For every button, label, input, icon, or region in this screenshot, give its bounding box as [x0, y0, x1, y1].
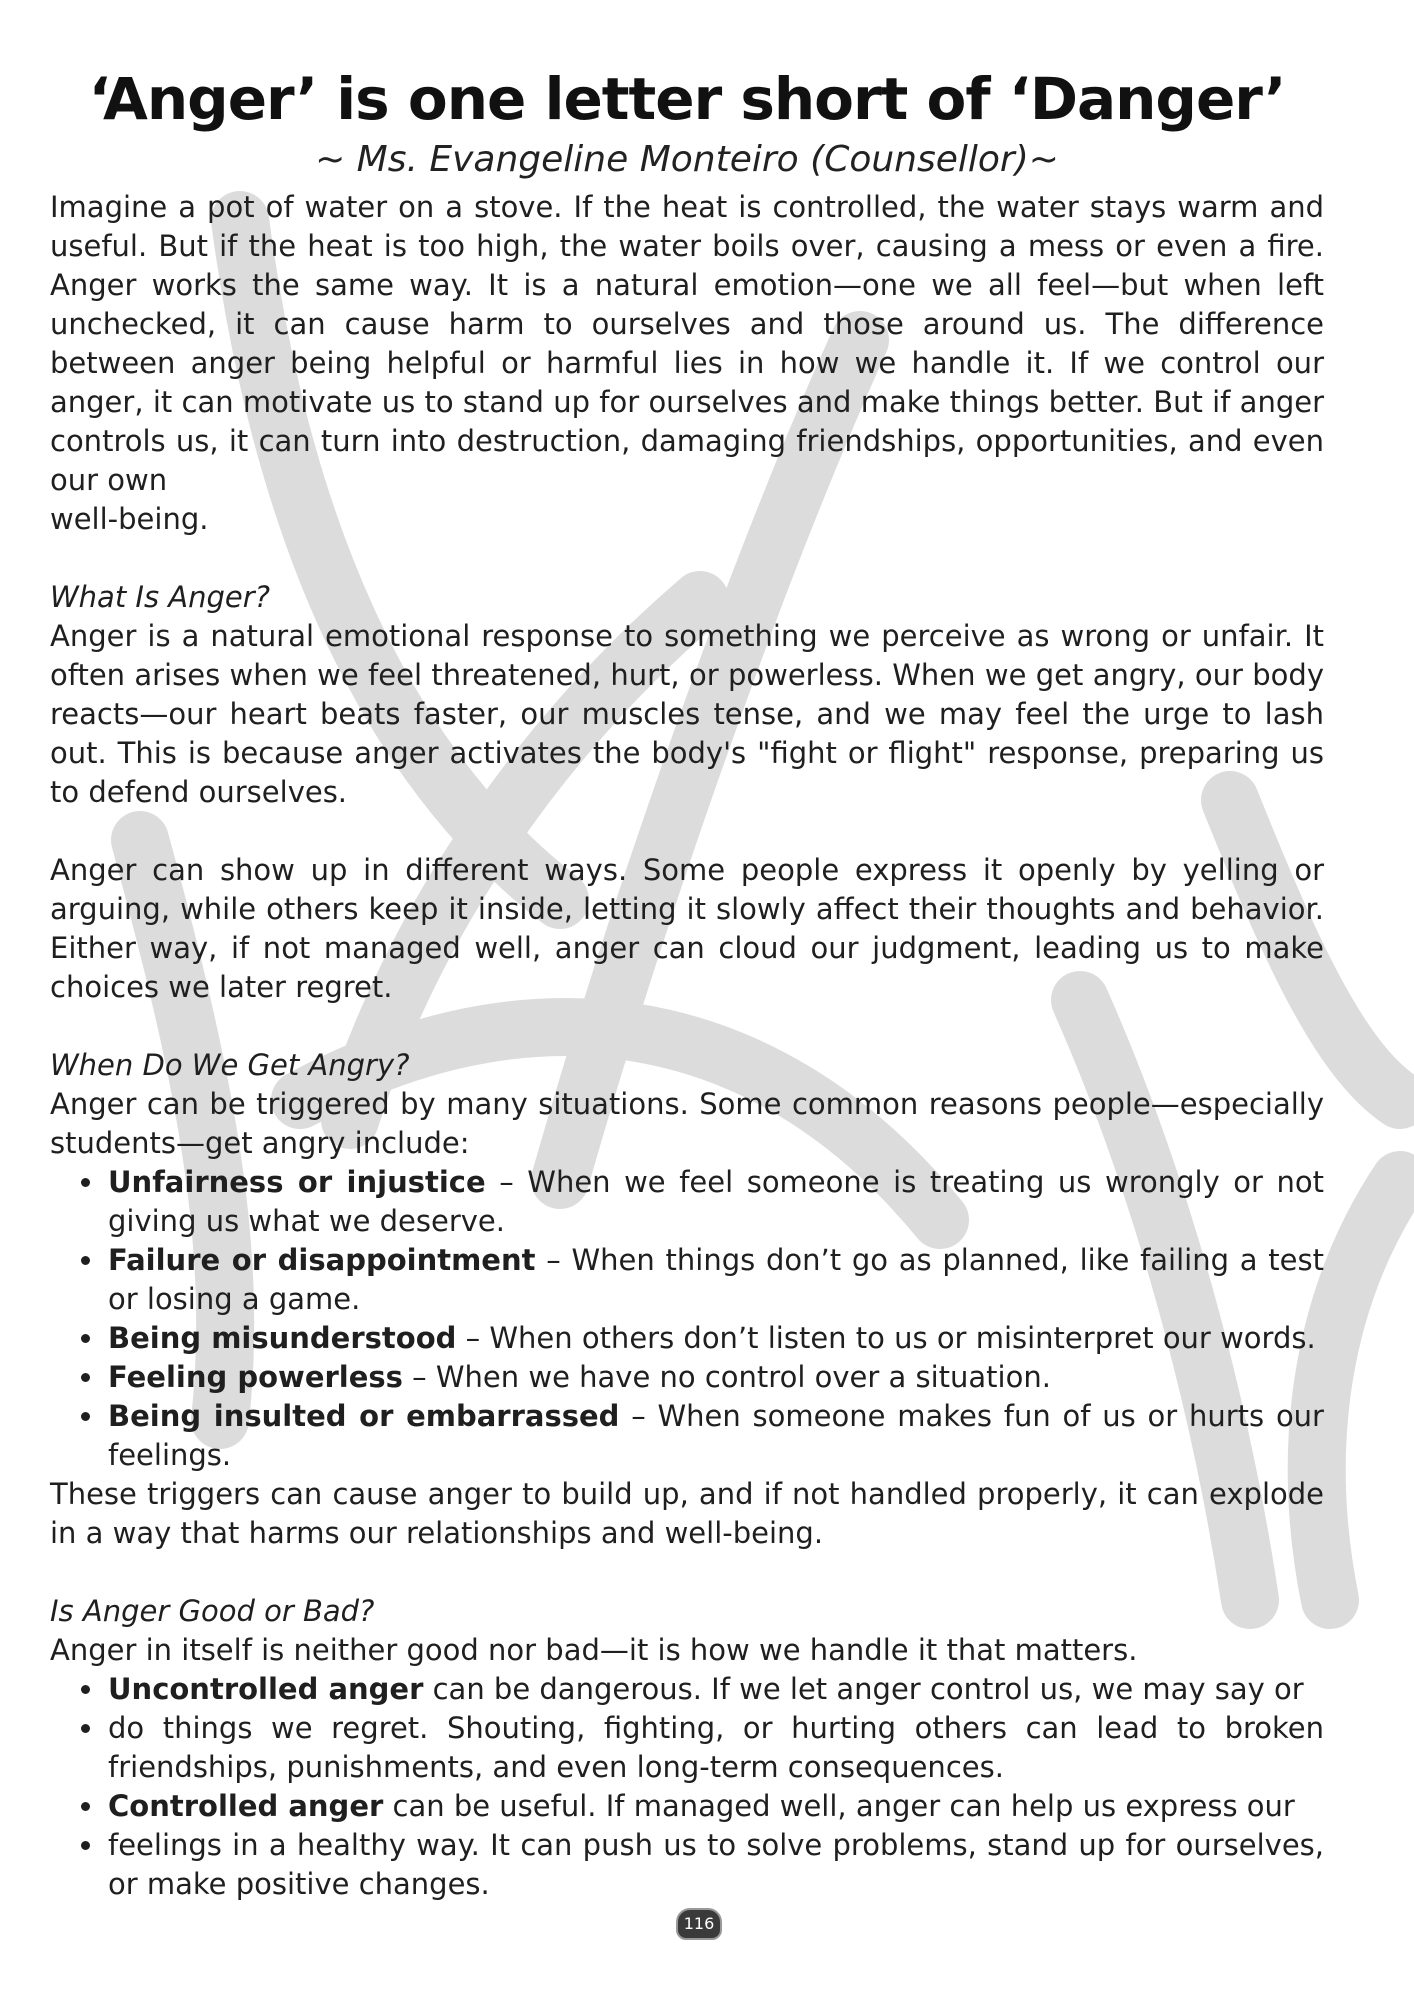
- author-byline: ~ Ms. Evangeline Monteiro (Counsellor)~: [315, 139, 1059, 180]
- page-title: ‘Anger’ is one letter short of ‘Danger’: [88, 65, 1286, 133]
- article: [50, 62, 1324, 1904]
- list-item: • feelings in a healthy way. It can push us to solve problems, stand up for ourselves, or make positive changes.: [106, 1826, 1324, 1904]
- anger-types-list: [50, 1670, 1324, 1904]
- paragraph: Anger can be triggered by many situations. Some common reasons people—especially students—get angry include:: [50, 1087, 1324, 1160]
- list-item: • Failure or disappointment – When things don’t go as planned, like failing a test or losing a game.: [106, 1241, 1324, 1319]
- list-item: • Uncontrolled anger can be dangerous. If we let anger control us, we may say or: [106, 1670, 1324, 1709]
- list-item: • do things we regret. Shouting, fighting, or hurting others can lead to broken friendships, punishments, and even long-term consequences.: [106, 1709, 1324, 1787]
- trigger-list: [50, 1163, 1324, 1475]
- page-number: [669, 1908, 729, 1948]
- list-item: • Controlled anger can be useful. If managed well, anger can help us express our: [106, 1787, 1324, 1826]
- intro-paragraph-end: well-being.: [50, 502, 209, 536]
- section-heading-good-or-bad: Is Anger Good or Bad?: [50, 1594, 375, 1628]
- list-item: • Being misunderstood – When others don’t listen to us or misinterpret our words.: [106, 1319, 1324, 1358]
- list-item: • Feeling powerless – When we have no control over a situation.: [106, 1358, 1324, 1397]
- list-item: • Being insulted or embarrassed – When someone makes fun of us or hurts our feelings.: [106, 1397, 1324, 1475]
- page-number-badge: 116: [676, 1908, 722, 1940]
- intro-paragraph: Imagine a pot of water on a stove. If the heat is controlled, the water stays warm and useful. But if the heat is too high, the water boils over, causing a mess or even a fire. Anger works the same way. It is a natural emotion—one we all feel—but when left unchecked, it can cause harm to ourselves and those around us. The difference between anger being helpful or harmful lies in how we handle it. If we control our anger, it can motivate us to stand up for ourselves and make things better. But if anger controls us, it can turn into destruction, damaging friendships, opportunities, and even our own: [50, 190, 1324, 497]
- section-heading-when-angry: When Do We Get Angry?: [50, 1048, 410, 1082]
- paragraph: Anger in itself is neither good nor bad—it is how we handle it that matters.: [50, 1633, 1138, 1667]
- paragraph: These triggers can cause anger to build up, and if not handled properly, it can explode in a way that harms our relationships and well-being.: [50, 1477, 1324, 1550]
- section-heading-what-is-anger: What Is Anger?: [50, 580, 271, 614]
- list-item: • Unfairness or injustice – When we feel someone is treating us wrongly or not giving us what we deserve.: [106, 1163, 1324, 1241]
- paragraph: Anger can show up in different ways. Some people express it openly by yelling or arguing, while others keep it inside, letting it slowly affect their thoughts and behavior. Either way, if not managed well, anger can cloud our judgment, leading us to make choices we later regret.: [50, 853, 1324, 1004]
- paragraph: Anger is a natural emotional response to something we perceive as wrong or unfair. It often arises when we feel threatened, hurt, or powerless. When we get angry, our body reacts—our heart beats faster, our muscles tense, and we may feel the urge to lash out. This is because anger activates the body's "fight or flight" response, preparing us to defend ourselves.: [50, 619, 1324, 809]
